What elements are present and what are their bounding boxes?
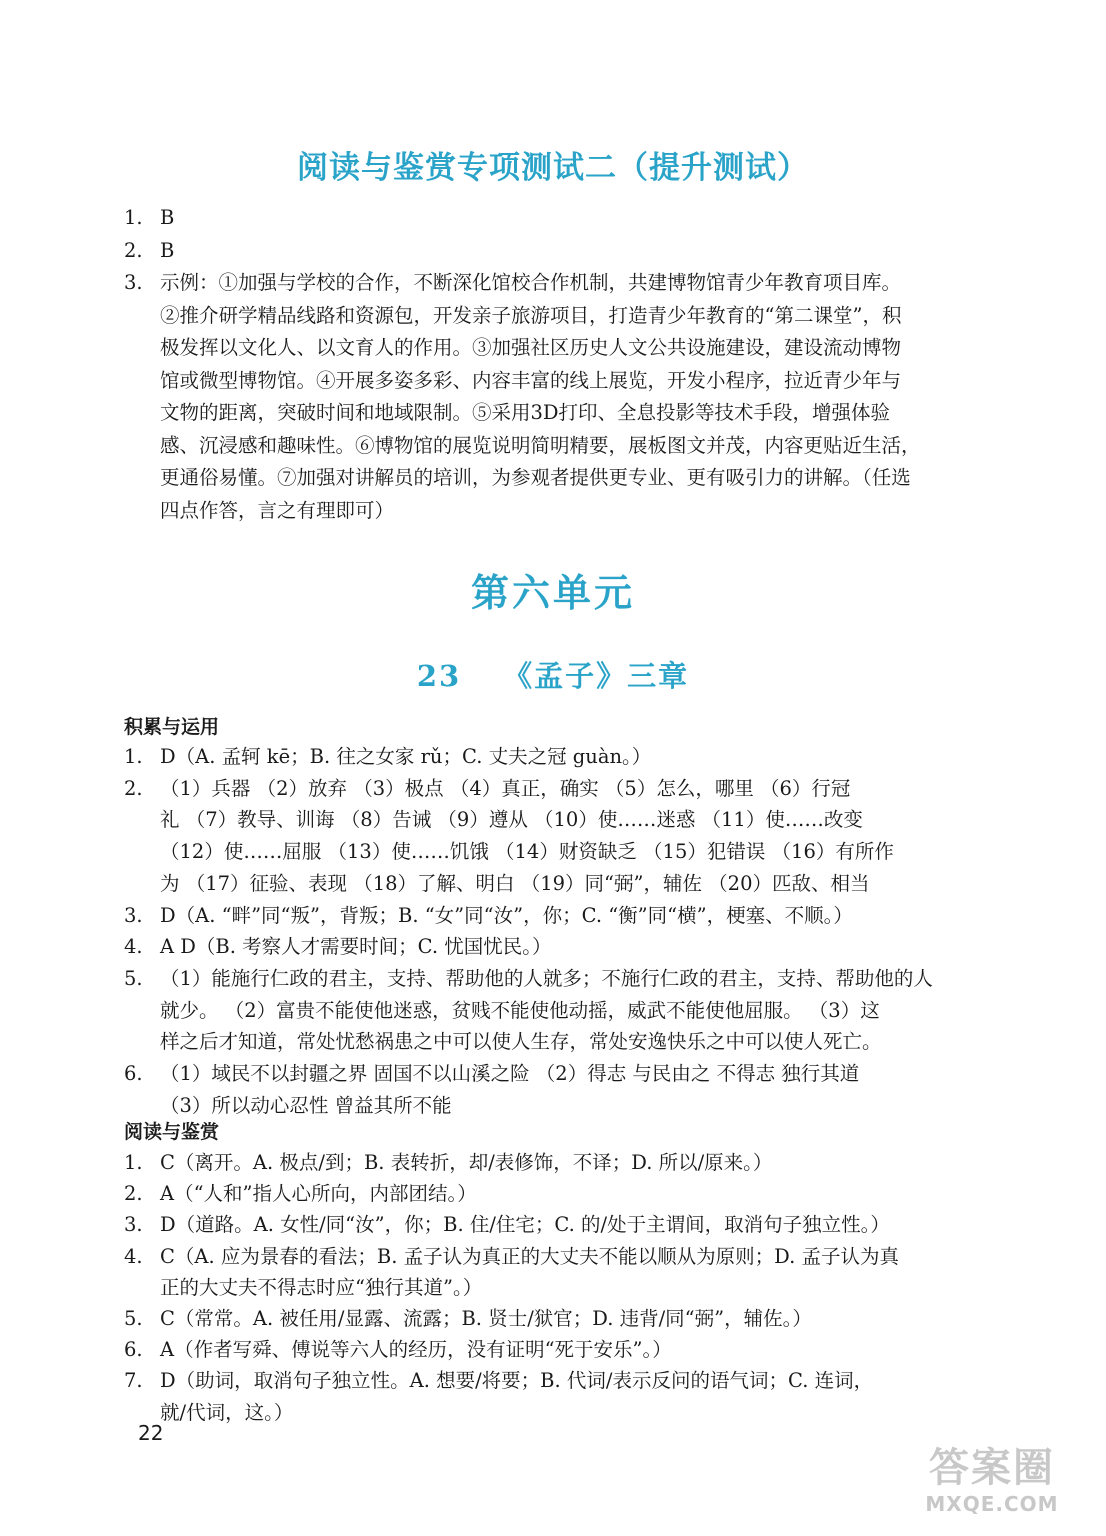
- answer-text: 就少。 （2）富贵不能使他迷惑，贫贱不能使他动摇，威武不能使他屈服。 （3）这: [160, 998, 880, 1022]
- answer-text: 样之后才知道，常处忧愁祸患之中可以使人生存，常处安逸快乐之中可以使人死亡。: [160, 1030, 882, 1054]
- answer-line: [160, 397, 994, 429]
- answer-text: B: [160, 238, 175, 262]
- answer-line: [124, 1241, 994, 1273]
- answer-line: [160, 495, 994, 527]
- answer-line: [124, 931, 994, 963]
- answer-text: D（助词，取消句子独立性。A. 想要/将要；B. 代词/表示反问的语气词；C. 连词，: [160, 1369, 874, 1393]
- answer-line: [124, 1058, 994, 1090]
- answer-text: （1）域民不以封疆之界 固国不以山溪之险 （2）得志 与民由之 不得志 独行其道: [160, 1062, 860, 1085]
- answer-text: （3）所以动心忍性 曾益其所不能: [160, 1093, 452, 1117]
- answer-text: 馆或微型博物馆。④开展多姿多彩、内容丰富的线上展览，开发小程序，拉近青少年与: [160, 368, 902, 392]
- answer-text: 极发挥以文化人、以文育人的作用。③加强社区历史人文公共设施建设，建设流动博物: [160, 336, 902, 359]
- answer-text: C（A. 应为景春的看法；B. 孟子认为真正的大丈夫不能以顺从为原则；D. 孟子认为真: [160, 1244, 899, 1268]
- answer-line: [124, 963, 994, 995]
- answer-text: A D（B. 考察人才需要时间；C. 忧国忧民。）: [160, 935, 552, 959]
- answer-text: D（A. 孟轲 kē；B. 往之女家 rǔ；C. 丈夫之冠 guàn。）: [160, 745, 652, 768]
- answer-text: A（“人和”指人心所向，内部团结。）: [160, 1182, 477, 1206]
- answer-number: 3.: [124, 271, 143, 294]
- section-title: 阅读与鉴赏专项测试二（提升测试）: [297, 150, 809, 186]
- watermark-url: MXQE.COM: [925, 1492, 1059, 1516]
- answer-line: [160, 1026, 994, 1058]
- answer-number: 2.: [124, 776, 143, 800]
- answer-line: [124, 773, 994, 805]
- answer-text: （12）使……屈服 （13）使……饥饿 （14）财资缺乏 （15）犯错误 （16）有所作: [160, 840, 894, 864]
- answer-number: 5.: [124, 1307, 143, 1330]
- answer-text: 文物的距离，突破时间和地域限制。⑤采用3D打印、全息投影等技术手段，增强体验: [160, 401, 891, 424]
- unit-title: 第六单元: [470, 570, 635, 615]
- answer-line: [124, 1178, 994, 1210]
- answer-line: [160, 1272, 994, 1304]
- answer-line: [160, 462, 994, 494]
- answer-text: D（A. “畔”同“叛”，背叛；B. “女”同“汝”，你；C. “衡”同“横”，梗塞、不顺。）: [160, 903, 853, 927]
- answer-line: [124, 900, 994, 932]
- answer-number: 7.: [124, 1369, 143, 1393]
- answer-number: 2.: [124, 238, 143, 262]
- answer-text: 更通俗易懂。⑦加强对讲解员的培训，为参观者提供更专业、更有吸引力的讲解。（任选: [160, 466, 911, 489]
- answer-text: B: [160, 206, 175, 229]
- answer-text: 为 （17）征验、表现 （18）了解、明白 （19）同“弼”，辅佐 （20）匹敌、相当: [160, 871, 870, 895]
- answer-text: A（作者写舜、傅说等六人的经历，没有证明“死于安乐”。）: [160, 1338, 672, 1362]
- answer-text: C（常常。A. 被任用/显露、流露；B. 贤士/狱官；D. 违背/同“弼”，辅佐。）: [160, 1307, 812, 1330]
- answer-text: （1）兵器 （2）放弃 （3）极点 （4）真正，确实 （5）怎么，哪里 （6）行冠: [160, 776, 851, 800]
- answer-text: 四点作答，言之有理即可）: [160, 498, 395, 522]
- answer-number: 3.: [124, 903, 143, 927]
- page-number: 22: [138, 1421, 164, 1445]
- answer-line: [124, 1209, 994, 1241]
- answer-text: 感、沉浸感和趣味性。⑥博物馆的展览说明简明精要，展板图文并茂，内容更贴近生活，: [160, 433, 921, 457]
- answer-text: 示例：①加强与学校的合作，不断深化馆校合作机制，共建博物馆青少年教育项目库。: [160, 271, 902, 294]
- accumulation-heading: 积累与运用: [124, 716, 220, 738]
- answer-line: [124, 1303, 994, 1335]
- answer-number: 5.: [124, 966, 143, 990]
- answer-number: 4.: [124, 935, 143, 959]
- answer-line: [124, 1147, 994, 1179]
- answer-number: 6.: [124, 1338, 143, 1362]
- answer-number: 2.: [124, 1182, 143, 1206]
- lesson-title: [0, 654, 1106, 695]
- answer-line: [160, 430, 994, 462]
- reading-heading: 阅读与鉴赏: [124, 1121, 220, 1143]
- answer-text: C（离开。A. 极点/到；B. 表转折，却/表修饰，不译；D. 所以/原来。）: [160, 1151, 773, 1174]
- answer-line: [160, 1397, 994, 1429]
- answer-line: [160, 868, 994, 900]
- answer-text: 正的大丈夫不得志时应“独行其道”。）: [160, 1275, 483, 1299]
- watermark-logo: [892, 1430, 1092, 1530]
- answer-line: [124, 1334, 994, 1366]
- answer-line: [124, 267, 994, 299]
- answer-line: [124, 235, 994, 267]
- answer-number: 3.: [124, 1213, 143, 1237]
- answer-line: [124, 1365, 994, 1397]
- answer-text: D（道路。A. 女性/同“汝”，你；B. 住/住宅；C. 的/处于主谓间，取消句子独立性。）: [160, 1213, 890, 1237]
- answer-line: [160, 1090, 994, 1122]
- answer-line: [160, 300, 994, 332]
- answer-line: [160, 836, 994, 868]
- answer-text: （1）能施行仁政的君主，支持、帮助他的人就多；不施行仁政的君主，支持、帮助他的人: [160, 966, 933, 990]
- answer-text: 就/代词，这。）: [160, 1400, 294, 1424]
- answer-number: 6.: [124, 1062, 143, 1085]
- answer-number: 4.: [124, 1244, 143, 1268]
- answer-text: 礼 （7）教导、训诲 （8）告诫 （9）遵从 （10）使……迷惑 （11）使……改变: [160, 808, 863, 832]
- answer-line: [160, 365, 994, 397]
- answer-line: [124, 202, 994, 234]
- answer-text: ②推介研学精品线路和资源包，开发亲子旅游项目，打造青少年教育的“第二课堂”，积: [160, 303, 902, 327]
- answer-number: 1.: [124, 1151, 143, 1174]
- answer-line: [124, 741, 994, 773]
- answer-line: [160, 804, 994, 836]
- watermark-text: 答案圈: [929, 1445, 1055, 1491]
- lesson-name: 《孟子》三章: [503, 659, 690, 693]
- answer-number: 1.: [124, 206, 143, 229]
- answer-line: [160, 332, 994, 364]
- answer-line: [160, 995, 994, 1027]
- answer-number: 1.: [124, 745, 143, 768]
- lesson-number: 23: [416, 659, 462, 693]
